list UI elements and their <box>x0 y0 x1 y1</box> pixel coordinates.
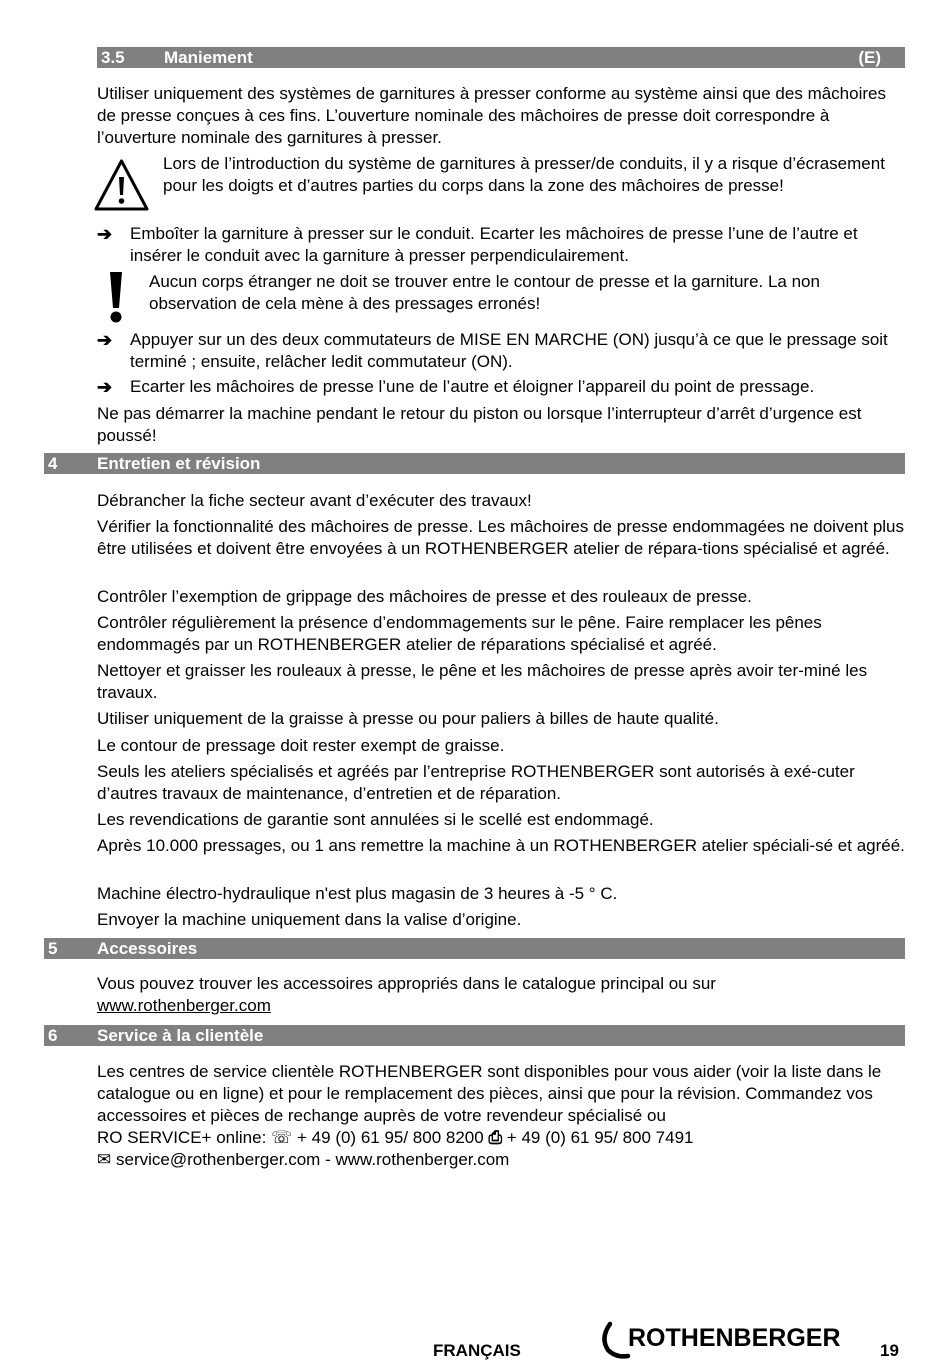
section-header-6 <box>44 1025 905 1046</box>
arrow-right-icon: ➔ <box>97 330 113 350</box>
exclamation-icon <box>106 270 126 324</box>
arrow-right-icon: ➔ <box>97 377 113 397</box>
rothenberger-logo <box>598 1320 850 1360</box>
service-text <box>97 1061 909 1171</box>
separator: - <box>325 1150 331 1169</box>
emergency-note: Ne pas démarrer la machine pendant le retour du piston ou lorsque l’interrupteur d’arrêt d’urgence est poussé! <box>97 404 862 445</box>
step-2 <box>97 329 907 373</box>
website-link[interactable]: www.rothenberger.com <box>97 996 271 1015</box>
maintenance-paragraph: Débrancher la fiche secteur avant d’exécuter des travaux! <box>97 491 532 510</box>
fax-icon: ⎙ <box>488 1128 503 1147</box>
caution-text: Aucun corps étranger ne doit se trouver entre le contour de presse et la garniture. La non observation de cela mène à des pressages erronés! <box>149 272 820 313</box>
email-address[interactable]: service@rothenberger.com <box>115 1150 321 1169</box>
section-number: 4 <box>48 454 58 473</box>
section-header-5 <box>44 938 905 959</box>
maintenance-paragraph: Les revendications de garantie sont annulées si le scellé est endommagé. <box>97 810 654 829</box>
section-title: Entretien et révision <box>97 454 261 473</box>
online-label: RO SERVICE+ online: <box>97 1128 267 1147</box>
service-description: Les centres de service clientèle ROTHENBERGER sont disponibles pour vous aider (voir la liste dans le catalogue ou en ligne) et pour le remplacement des pièces, ainsi que pour la révision. Commandez vos accessoires et pièces de rechange auprès de votre revendeur spécialisé ou <box>97 1062 882 1125</box>
maintenance-paragraph: Contrôler régulièrement la présence d’endommagements sur le pêne. Faire remplacer les pênes endommagés par un ROTHENBERGER atelier de réparations spécialisé et agréé. <box>97 613 822 654</box>
step-1 <box>97 223 907 267</box>
footer-language: FRANÇAIS <box>433 1341 521 1360</box>
maintenance-paragraph: Après 10.000 pressages, ou 1 ans remettre la machine à un ROTHENBERGER atelier spéciali-sé et agréé. <box>97 836 905 855</box>
maintenance-paragraph: Le contour de pressage doit rester exempt de graisse. <box>97 736 505 755</box>
accessories-sentence: Vous pouvez trouver les accessoires appropriés dans le catalogue principal ou sur <box>97 974 716 993</box>
section-header-4 <box>44 453 905 474</box>
accessories-text <box>97 973 907 1017</box>
step-text: Emboîter la garniture à presser sur le conduit. Ecarter les mâchoires de presse l’une de l’autre et insérer le conduit avec la garniture à presser perpendiculairement. <box>130 224 858 265</box>
mail-icon: ✉ <box>97 1150 112 1169</box>
step-text: Ecarter les mâchoires de presse l’une de l’autre et éloigner l’appareil du point de pressage. <box>130 377 815 396</box>
maintenance-paragraph: Seuls les ateliers spécialisés et agréés par l’entreprise ROTHENBERGER sont autorisés à exé-cuter d’autres travaux de maintenance, d’entretien et de réparation. <box>97 762 855 803</box>
arrow-right-icon: ➔ <box>97 224 113 244</box>
maintenance-paragraph: Machine électro-hydraulique n'est plus magasin de 3 heures à -5 ° C. <box>97 884 618 903</box>
section-title: Accessoires <box>97 939 198 958</box>
section-tag: (E) <box>858 48 881 67</box>
maintenance-paragraph: Contrôler l’exemption de grippage des mâchoires de presse et des rouleaux de presse. <box>97 587 752 606</box>
phone-number: + 49 (0) 61 95/ 800 8200 <box>297 1128 484 1147</box>
section-number: 5 <box>48 939 58 958</box>
phone-icon: ☏ <box>271 1128 293 1147</box>
page-number: 19 <box>880 1341 899 1360</box>
fax-number: + 49 (0) 61 95/ 800 7491 <box>506 1128 694 1147</box>
step-text: Appuyer sur un des deux commutateurs de MISE EN MARCHE (ON) jusqu’à ce que le pressage soit terminé ; ensuite, relâcher ledit commutateur (ON). <box>130 330 888 371</box>
maniement-intro: Utiliser uniquement des systèmes de garnitures à presser conforme au système ainsi que des mâchoires de presse conçues à ces fins. L’ouverture nominale des mâchoires de presse doit correspondre à l’ouverture nominale des garnitures à presser. <box>97 84 886 147</box>
section-number: 3.5 <box>101 48 125 67</box>
step-3 <box>97 376 907 398</box>
section-number: 6 <box>48 1026 58 1045</box>
section-header-3-5 <box>97 47 905 68</box>
brand-name: ROTHENBERGER <box>628 1324 841 1352</box>
section-title: Service à la clientèle <box>97 1026 264 1045</box>
maintenance-paragraph: Envoyer la machine uniquement dans la valise d’origine. <box>97 910 522 929</box>
warning-text: Lors de l’introduction du système de garnitures à presser/de conduits, il y a risque d’écrasement pour les doigts et d’autres parties du corps dans la zone des mâchoires de presse! <box>163 154 885 195</box>
warning-triangle-icon <box>93 158 150 212</box>
maintenance-paragraph: Vérifier la fonctionnalité des mâchoires de presse. Les mâchoires de presse endommagées ne doivent plus être utilisées et doivent être envoyées à un ROTHENBERGER atelier de répara-tions spécialisé et agréé. <box>97 517 905 558</box>
maintenance-paragraph: Nettoyer et graisser les rouleaux à presse, le pêne et les mâchoires de presse après avoir ter-miné les travaux. <box>97 661 868 702</box>
maintenance-paragraph: Utiliser uniquement de la graisse à presse ou pour paliers à billes de haute qualité. <box>97 709 719 728</box>
section-title: Maniement <box>164 48 253 67</box>
website-text[interactable]: www.rothenberger.com <box>335 1150 510 1169</box>
